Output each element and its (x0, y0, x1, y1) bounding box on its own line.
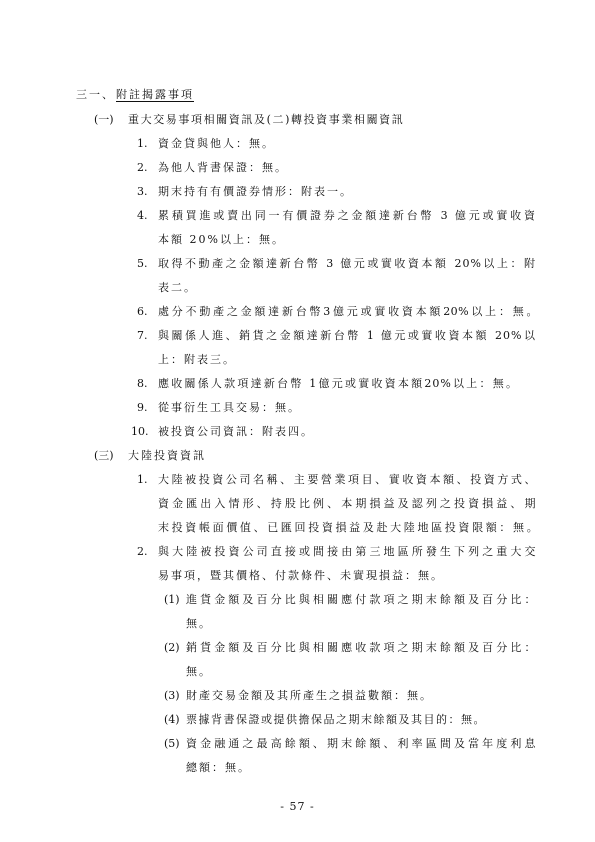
item-text-continued: 表二。 (158, 281, 197, 294)
item-text: 應收關係人款項達新台幣 1億元或實收資本額20%以上：無。 (158, 377, 518, 390)
subsection-3-title: 大陸投資資訊 (128, 449, 206, 462)
subitem-number: (4) (164, 713, 180, 726)
item-number: 6. (137, 305, 148, 318)
subitem-text: 財產交易金額及其所產生之損益數額：無。 (186, 689, 433, 702)
section-title: 附註揭露事項 (116, 88, 194, 101)
item-text-continued: 末投資帳面價值、已匯回投資損益及赴大陸地區投資限額：無。 (158, 521, 538, 534)
item-number: 9. (137, 401, 148, 414)
item-text: 處分不動產之金額達新台幣3億元或實收資本額20%以上：無。 (158, 305, 538, 318)
subitem-text: 票據背書保證或提供擔保品之期末餘額及其目的：無。 (186, 713, 486, 726)
item-number: 1. (137, 137, 148, 150)
subitem-text-continued: 無。 (186, 617, 212, 630)
subitem-number: (3) (164, 689, 180, 702)
page-number: - 57 - (280, 800, 315, 813)
item-text: 取得不動產之金額達新台幣 3 億元或實收資本額 20%以上：附 (158, 257, 536, 270)
item-number: 10. (131, 425, 149, 438)
item-number: 7. (137, 329, 148, 342)
item-text: 大陸被投資公司名稱、主要營業項目、實收資本額、投資方式、 (158, 473, 536, 486)
subitem-number: (2) (164, 641, 180, 654)
item-number: 3. (137, 185, 148, 198)
subitem-number: (1) (164, 593, 180, 606)
item-text: 為他人背書保證：無。 (158, 161, 288, 174)
item-number: 1. (137, 473, 148, 486)
item-number: 2. (137, 545, 148, 558)
subitem-text-continued: 無。 (186, 665, 212, 678)
subsection-3-label: (三) (94, 449, 114, 462)
item-number: 8. (137, 377, 148, 390)
item-text-continued: 易事項，暨其價格、付款條件、未實現損益：無。 (158, 569, 444, 582)
item-text: 與關係人進、銷貨之金額達新台幣 1 億元或實收資本額 20%以 (158, 329, 536, 342)
item-text: 期末持有有價證券情形：附表一。 (158, 185, 353, 198)
item-text-continued: 上：附表三。 (158, 353, 236, 366)
item-number: 5. (137, 257, 148, 270)
item-number: 2. (137, 161, 148, 174)
subsection-1-label: (一) (94, 113, 114, 126)
item-text-continued: 資金匯出入情形、持股比例、本期損益及認列之投資損益、期 (158, 497, 536, 510)
item-text: 被投資公司資訊：附表四。 (158, 425, 314, 438)
item-number: 4. (137, 209, 148, 222)
subitem-text: 進貨金額及百分比與相關應付款項之期末餘額及百分比： (186, 593, 536, 606)
item-text-continued: 本額 20%以上：無。 (158, 233, 285, 246)
subitem-number: (5) (164, 737, 180, 750)
subitem-text: 銷貨金額及百分比與相關應收款項之期末餘額及百分比： (186, 641, 536, 654)
subitem-text: 資金融通之最高餘額、期末餘額、利率區間及當年度利息 (186, 737, 536, 750)
item-text: 與大陸被投資公司直接或間接由第三地區所發生下列之重大交 (158, 545, 536, 558)
item-text: 資金貸與他人：無。 (158, 137, 275, 150)
section-number: 三一、 (76, 88, 115, 101)
item-text: 累積買進或賣出同一有價證券之金額達新台幣 3 億元或實收資 (158, 209, 536, 222)
subitem-text-continued: 總額：無。 (186, 761, 251, 774)
subsection-1-title: 重大交易事項相關資訊及(二)轉投資事業相關資訊 (128, 113, 405, 126)
item-text: 從事衍生工具交易：無。 (158, 401, 301, 414)
